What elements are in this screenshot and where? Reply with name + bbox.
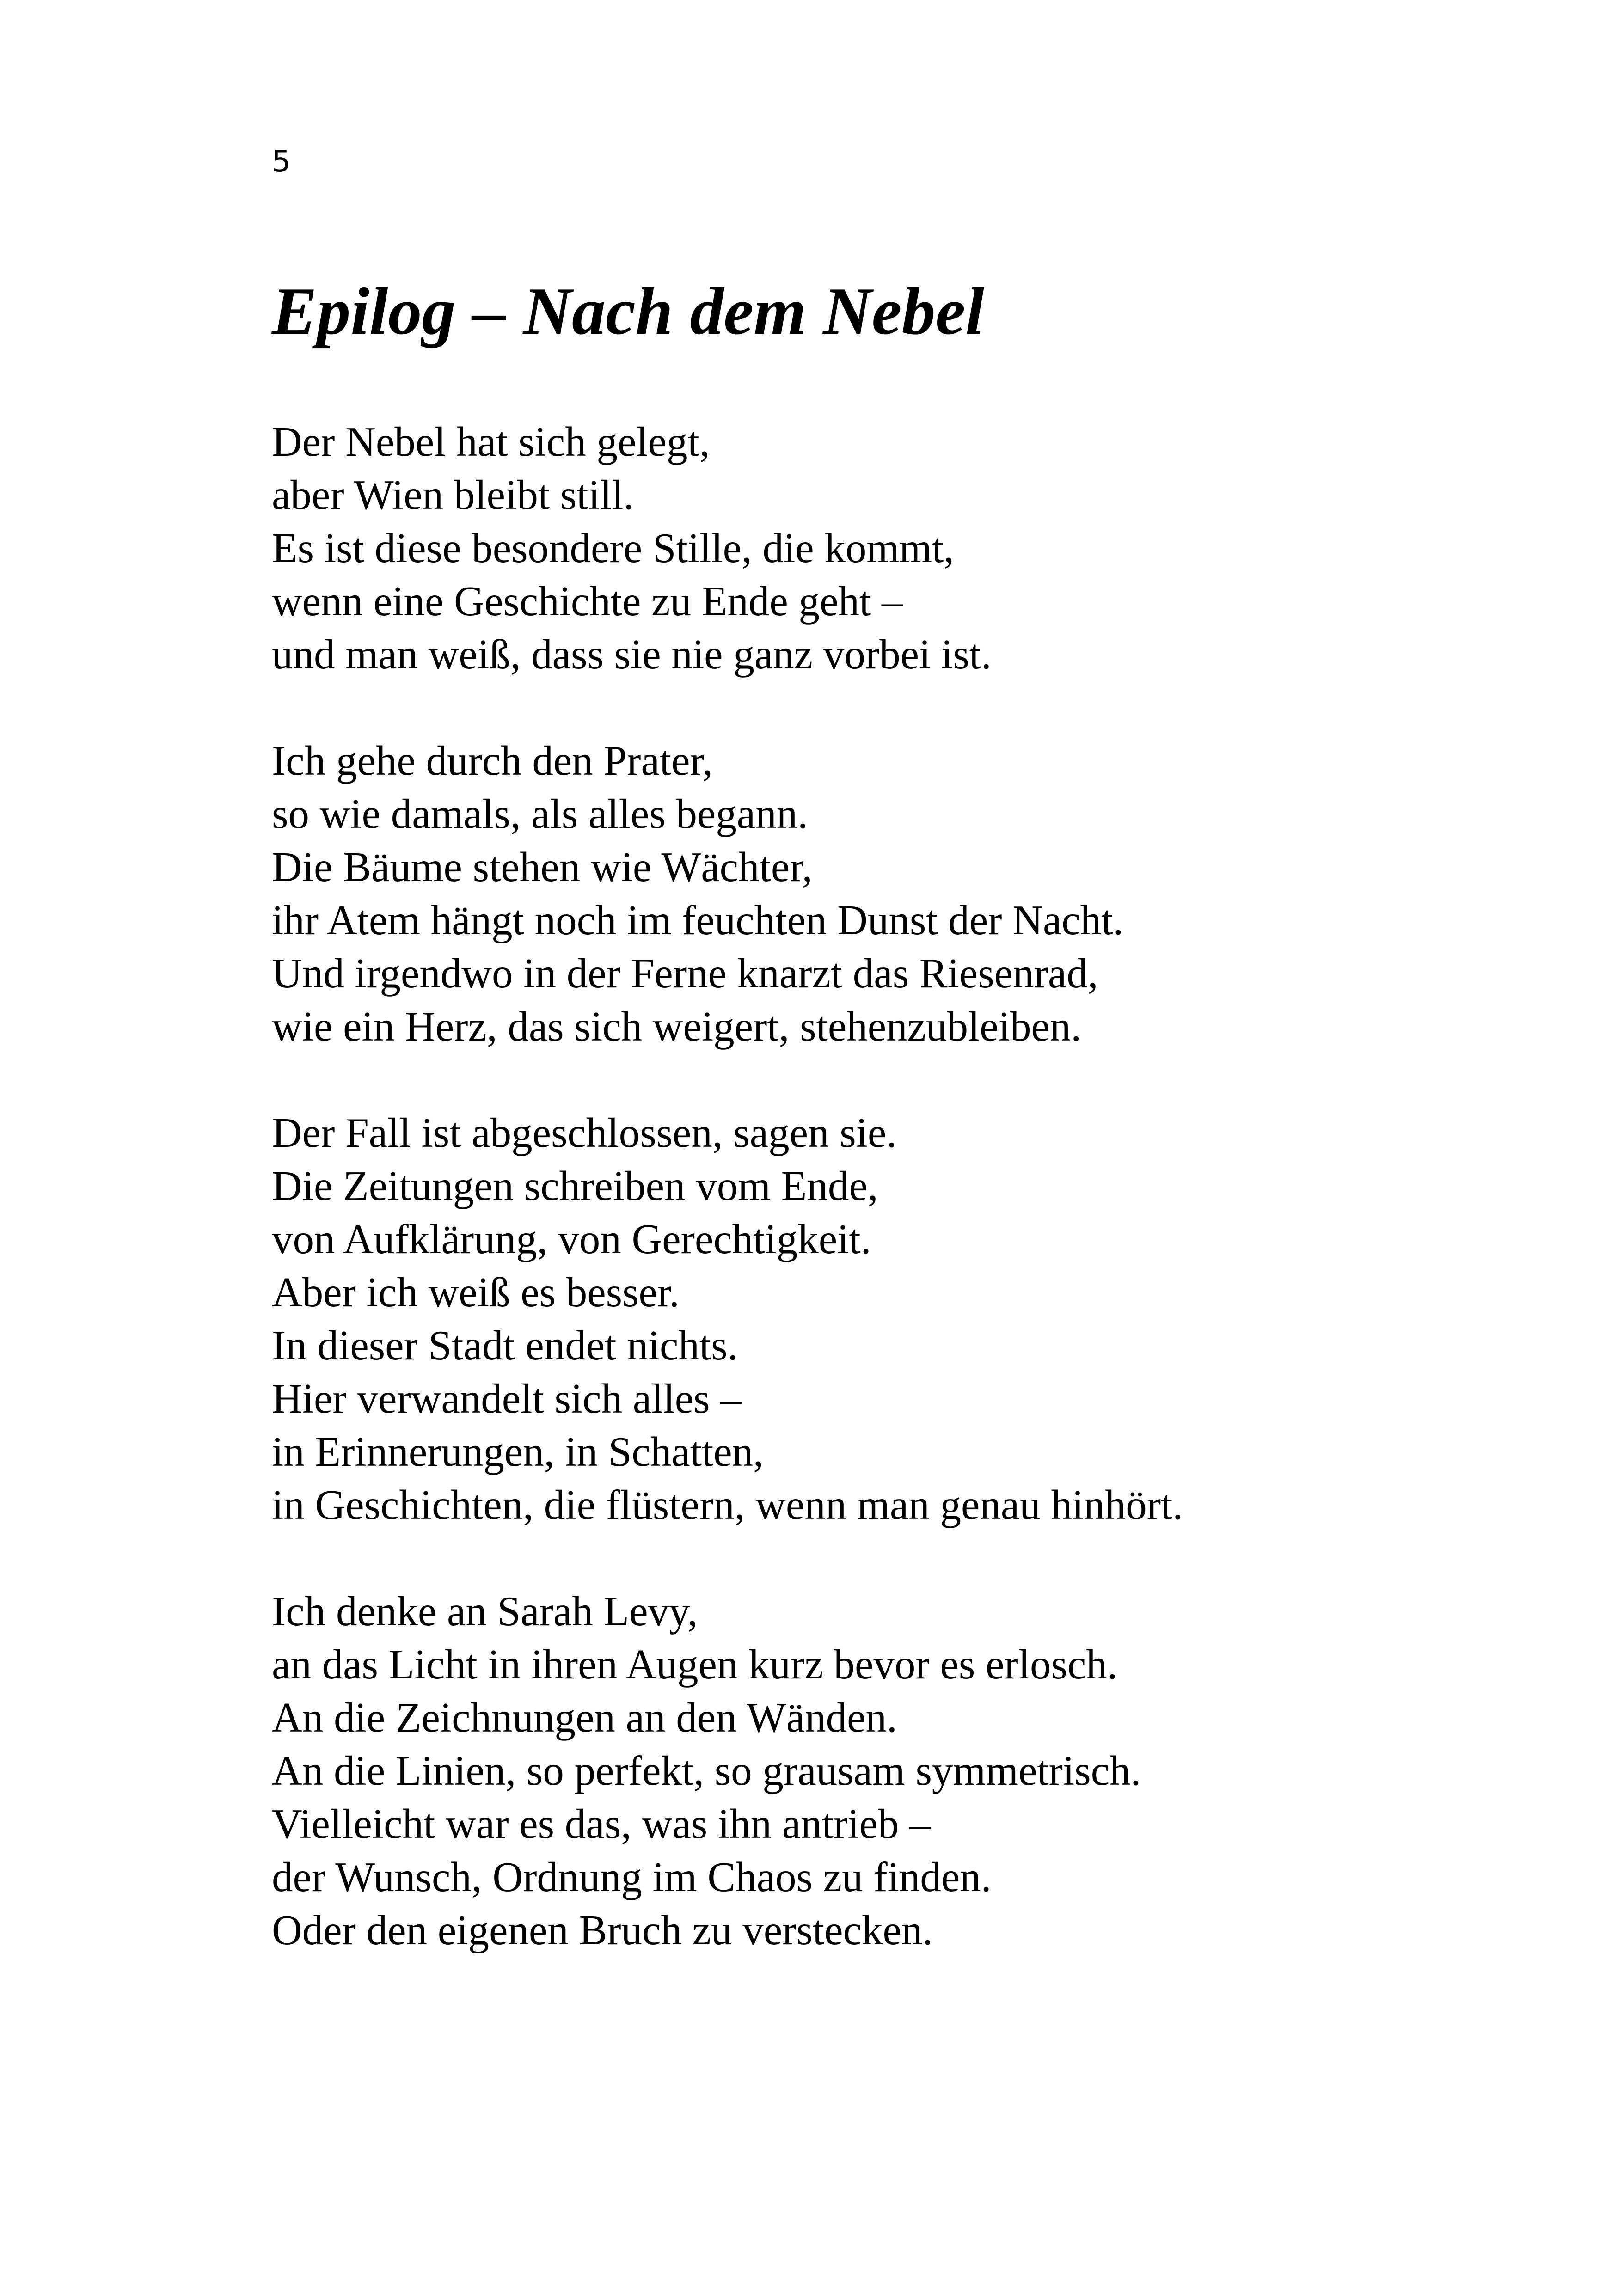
verse-line: Die Bäume stehen wie Wächter, (272, 844, 813, 890)
stanza (272, 415, 1474, 681)
verse-line: Ich denke an Sarah Levy, (272, 1588, 698, 1635)
verse-line: und man weiß, dass sie nie ganz vorbei ist. (272, 631, 992, 678)
stanza (272, 734, 1474, 1053)
verse-line: aber Wien bleibt still. (272, 471, 634, 518)
verse-line: Oder den eigenen Bruch zu verstecken. (272, 1907, 933, 1953)
verse-line: Die Zeitungen schreiben vom Ende, (272, 1163, 878, 1209)
verse-line: An die Linien, so perfekt, so grausam symmetrisch. (272, 1747, 1141, 1794)
verse-line: in Erinnerungen, in Schatten, (272, 1428, 764, 1475)
verse-line: Hier verwandelt sich alles – (272, 1375, 742, 1422)
poem-body (272, 415, 1474, 1957)
chapter-title: Epilog – Nach dem Nebel (272, 274, 984, 349)
verse-line: Vielleicht war es das, was ihn antrieb – (272, 1800, 931, 1847)
verse-line: Aber ich weiß es besser. (272, 1269, 680, 1316)
verse-line: so wie damals, als alles begann. (272, 790, 808, 837)
verse-line: Der Fall ist abgeschlossen, sagen sie. (272, 1109, 897, 1156)
page-number: 5 (272, 145, 291, 179)
verse-line: von Aufklärung, von Gerechtigkeit. (272, 1216, 871, 1262)
verse-line: in Geschichten, die flüstern, wenn man genau hinhört. (272, 1482, 1183, 1528)
verse-line: ihr Atem hängt noch im feuchten Dunst der Nacht. (272, 897, 1124, 943)
stanza (272, 1106, 1474, 1531)
stanza (272, 1585, 1474, 1957)
verse-line: an das Licht in ihren Augen kurz bevor es erlosch. (272, 1641, 1118, 1688)
verse-line: Es ist diese besondere Stille, die kommt, (272, 525, 954, 571)
verse-line: der Wunsch, Ordnung im Chaos zu finden. (272, 1854, 992, 1900)
verse-line: In dieser Stadt endet nichts. (272, 1322, 738, 1369)
verse-line: Und irgendwo in der Ferne knarzt das Riesenrad, (272, 950, 1098, 997)
verse-line: Ich gehe durch den Prater, (272, 737, 713, 784)
verse-line: Der Nebel hat sich gelegt, (272, 418, 710, 465)
verse-line: An die Zeichnungen an den Wänden. (272, 1694, 897, 1741)
verse-line: wenn eine Geschichte zu Ende geht – (272, 578, 903, 625)
verse-line: wie ein Herz, das sich weigert, stehenzubleiben. (272, 1003, 1082, 1050)
